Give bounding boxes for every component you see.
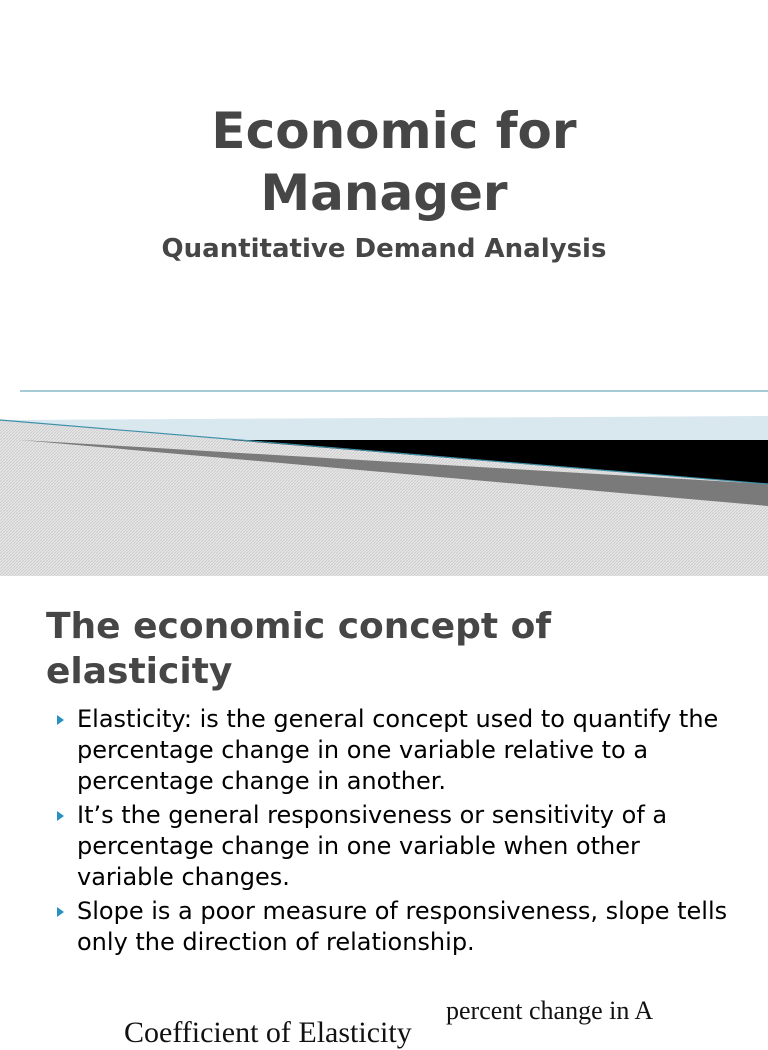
bullet-item xyxy=(54,800,734,893)
content-slide-title: The economic concept of elasticity xyxy=(46,606,552,692)
content-slide xyxy=(0,576,768,1049)
bullet-text: It’s the general responsiveness or sensitivity of a percentage change in one variable when other variable changes. xyxy=(77,801,668,891)
bullet-arrow-icon xyxy=(57,811,64,821)
bullet-arrow-icon xyxy=(57,715,64,725)
bullet-item xyxy=(54,896,734,958)
formula-label: Coefficient of Elasticity xyxy=(124,1016,412,1049)
bullet-item xyxy=(54,704,734,797)
slide-title-line2: Manager xyxy=(260,164,508,222)
bullet-text: Elasticity: is the general concept used to quantify the percentage change in one variable relative to a percentage change in another. xyxy=(77,705,719,795)
bullet-arrow-icon xyxy=(57,907,64,917)
slide-subtitle: Quantitative Demand Analysis xyxy=(161,234,607,264)
bullet-list xyxy=(54,704,734,961)
slide-title-line1: Economic for xyxy=(211,102,577,160)
bullet-text: Slope is a poor measure of responsiveness, slope tells only the direction of relationship. xyxy=(77,897,728,956)
formula-numerator: percent change in A xyxy=(446,996,654,1025)
slide-title xyxy=(0,100,768,224)
decorative-banner xyxy=(0,380,768,576)
